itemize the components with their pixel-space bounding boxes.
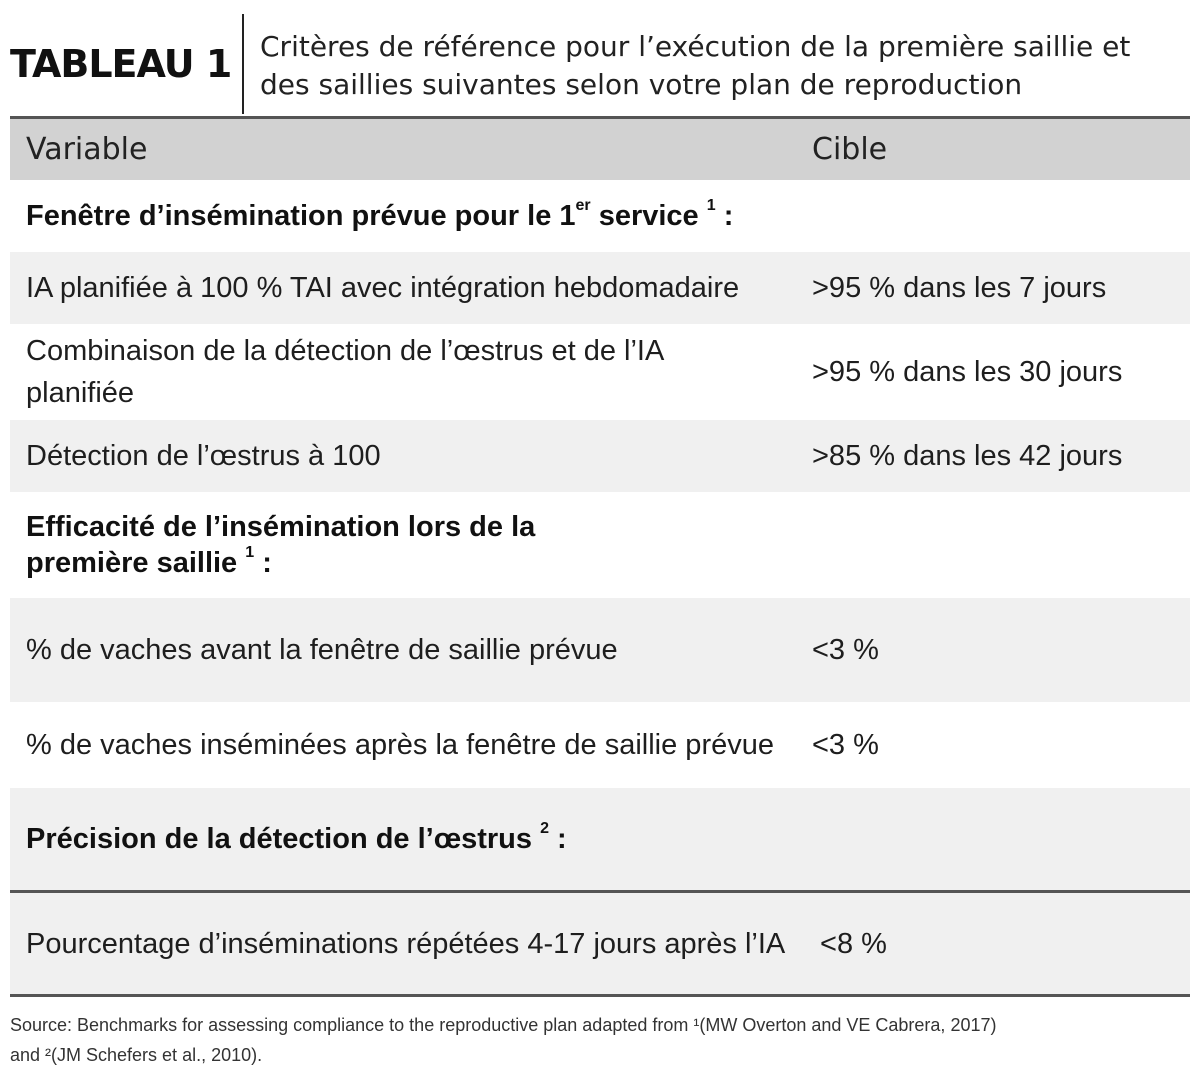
title-divider xyxy=(242,14,244,114)
row-variable: % de vaches avant la fenêtre de saillie prévue xyxy=(26,634,618,666)
source-line-2: and ²(JM Schefers et al., 2010). xyxy=(10,1045,263,1065)
benchmark-table xyxy=(10,116,1190,997)
footnote-marker: 1 xyxy=(245,544,255,562)
table-row xyxy=(10,420,1190,492)
section-heading-efficiency: Efficacité de l’insémination lors de la première saillie $^1$ : xyxy=(26,511,536,579)
footnote-marker: 2 xyxy=(540,820,549,838)
section-heading-row xyxy=(10,788,1190,890)
table-row xyxy=(10,252,1190,324)
source-line-1: Source: Benchmarks for assessing compliance to the reproductive plan adapted from ¹(MW Overton and VE Cabrera, 2017) xyxy=(10,1015,997,1035)
table-caption-line-1: Critères de référence pour l’exécution de la première saillie et xyxy=(260,30,1131,63)
row-variable: Détection de l’œstrus à 100 xyxy=(26,440,381,472)
section-heading-detection-precision: Précision de la détection de l’œstrus $^2$ : xyxy=(26,820,567,855)
footnote-marker: 1 xyxy=(706,197,716,215)
row-variable: IA planifiée à 100 % TAI avec intégration hebdomadaire xyxy=(26,272,740,304)
table-caption xyxy=(260,28,1180,104)
source-note xyxy=(10,1010,1190,1070)
header-target: Cible xyxy=(812,132,888,167)
row-target: >85 % dans les 42 jours xyxy=(812,440,1123,472)
table-bottom-rule xyxy=(10,994,1190,997)
table-number-label: TABLEAU 1 xyxy=(10,42,232,86)
row-target: >95 % dans les 30 jours xyxy=(812,356,1123,388)
row-target: <3 % xyxy=(812,729,879,761)
row-target: <3 % xyxy=(812,634,879,666)
section-heading-row xyxy=(10,492,1190,598)
table-caption-line-2: des saillies suivantes selon votre plan de reproduction xyxy=(260,68,1023,101)
table-header-row xyxy=(10,116,1190,180)
table-row xyxy=(10,702,1190,788)
row-variable: % de vaches inséminées après la fenêtre de saillie prévue xyxy=(26,729,774,761)
row-target: <8 % xyxy=(812,927,887,960)
row-variable: Pourcentage d’inséminations répétées 4-17 jours après l’IA xyxy=(26,927,786,960)
row-variable: Combinaison de la détection de l’œstrus et de l’IA planifiée xyxy=(26,335,665,409)
section-heading-row xyxy=(10,180,1190,252)
table-row xyxy=(10,893,1190,994)
section-heading-insemination-window: Fenêtre d’insémination prévue pour le 1er service $^1$ : xyxy=(26,197,734,232)
row-target: >95 % dans les 7 jours xyxy=(812,272,1107,304)
table-row xyxy=(10,598,1190,702)
table-row xyxy=(10,324,1190,420)
table-title-block xyxy=(10,14,1188,114)
header-variable: Variable xyxy=(26,132,148,167)
